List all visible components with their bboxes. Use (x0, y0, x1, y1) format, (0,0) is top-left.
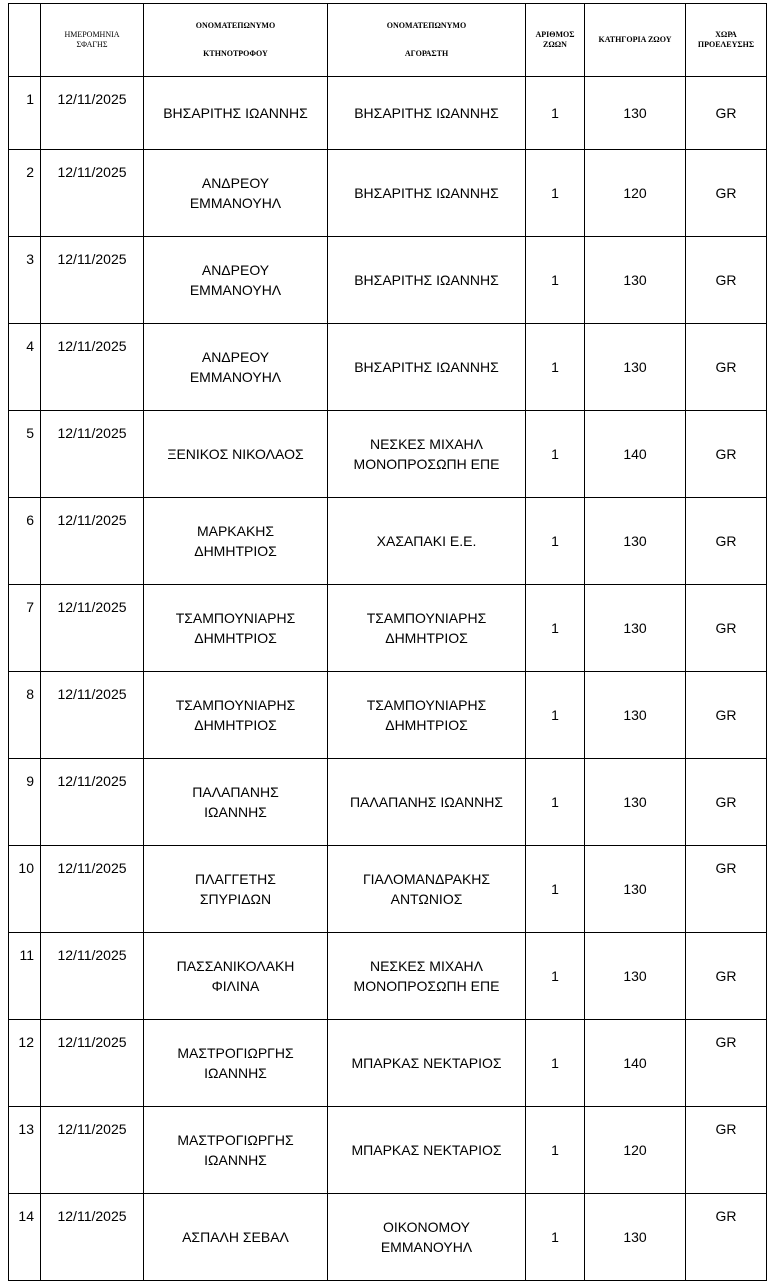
animal-count: 1 (526, 759, 585, 846)
farmer-name: ΠΑΣΣΑΝΙΚΟΛΑΚΗ ΦΙΛΙΝΑ (144, 933, 328, 1020)
country-of-origin: GR (686, 150, 767, 237)
header-count: ΑΡΙΘΜΟΣ ΖΩΩΝ (526, 4, 585, 77)
buyer-name: ΧΑΣΑΠΑΚΙ Ε.Ε. (328, 498, 526, 585)
row-number: 6 (9, 498, 41, 585)
farmer-name: ΞΕΝΙΚΟΣ ΝΙΚΟΛΑΟΣ (144, 411, 328, 498)
animal-category: 130 (585, 1194, 686, 1281)
header-buyer: ΟΝΟΜΑΤΕΠΩΝΥΜΟ ΑΓΟΡΑΣΤΗ (328, 4, 526, 77)
slaughter-date: 12/11/2025 (41, 150, 144, 237)
farmer-name: ΠΛΑΓΓΕΤΗΣ ΣΠΥΡΙΔΩΝ (144, 846, 328, 933)
row-number: 8 (9, 672, 41, 759)
slaughter-date: 12/11/2025 (41, 1107, 144, 1194)
animal-count: 1 (526, 324, 585, 411)
table-row (9, 498, 767, 585)
country-of-origin: GR (686, 1194, 767, 1281)
animal-count: 1 (526, 1020, 585, 1107)
animal-count: 1 (526, 585, 585, 672)
animal-count: 1 (526, 1107, 585, 1194)
country-of-origin: GR (686, 324, 767, 411)
header-date: ΗΜΕΡΟΜΗΝΙΑ ΣΦΑΓΗΣ (41, 4, 144, 77)
animal-category: 130 (585, 759, 686, 846)
table-row (9, 77, 767, 150)
farmer-name: ΑΣΠΑΛΗ ΣΕΒΑΛ (144, 1194, 328, 1281)
farmer-name: ΜΑΣΤΡΟΓΙΩΡΓΗΣ ΙΩΑΝΝΗΣ (144, 1020, 328, 1107)
farmer-name: ΒΗΣΑΡΙΤΗΣ ΙΩΑΝΝΗΣ (144, 77, 328, 150)
buyer-name: ΝΕΣΚΕΣ ΜΙΧΑΗΛ ΜΟΝΟΠΡΟΣΩΠΗ ΕΠΕ (328, 411, 526, 498)
farmer-name: ΜΑΣΤΡΟΓΙΩΡΓΗΣ ΙΩΑΝΝΗΣ (144, 1107, 328, 1194)
slaughter-date: 12/11/2025 (41, 237, 144, 324)
slaughter-table (8, 3, 767, 1281)
farmer-name: ΑΝΔΡΕΟΥ ΕΜΜΑΝΟΥΗΛ (144, 324, 328, 411)
slaughter-date: 12/11/2025 (41, 77, 144, 150)
row-number: 1 (9, 77, 41, 150)
row-number: 4 (9, 324, 41, 411)
table-row (9, 1194, 767, 1281)
animal-category: 130 (585, 672, 686, 759)
animal-count: 1 (526, 77, 585, 150)
slaughter-date: 12/11/2025 (41, 1020, 144, 1107)
buyer-name: ΒΗΣΑΡΙΤΗΣ ΙΩΑΝΝΗΣ (328, 150, 526, 237)
buyer-name: ΜΠΑΡΚΑΣ ΝΕΚΤΑΡΙΟΣ (328, 1107, 526, 1194)
table-row (9, 411, 767, 498)
slaughter-date: 12/11/2025 (41, 585, 144, 672)
country-of-origin: GR (686, 933, 767, 1020)
slaughter-date: 12/11/2025 (41, 324, 144, 411)
table-row (9, 846, 767, 933)
buyer-name: ΓΙΑΛΟΜΑΝΔΡΑΚΗΣ ΑΝΤΩΝΙΟΣ (328, 846, 526, 933)
country-of-origin: GR (686, 1107, 767, 1194)
animal-category: 130 (585, 933, 686, 1020)
country-of-origin: GR (686, 672, 767, 759)
row-number: 11 (9, 933, 41, 1020)
slaughter-date: 12/11/2025 (41, 846, 144, 933)
animal-count: 1 (526, 150, 585, 237)
row-number: 3 (9, 237, 41, 324)
slaughter-date: 12/11/2025 (41, 933, 144, 1020)
header-row (9, 4, 767, 77)
animal-category: 140 (585, 1020, 686, 1107)
animal-category: 130 (585, 237, 686, 324)
animal-category: 130 (585, 498, 686, 585)
slaughter-date: 12/11/2025 (41, 1194, 144, 1281)
animal-category: 140 (585, 411, 686, 498)
buyer-name: ΒΗΣΑΡΙΤΗΣ ΙΩΑΝΝΗΣ (328, 77, 526, 150)
farmer-name: ΑΝΔΡΕΟΥ ΕΜΜΑΝΟΥΗΛ (144, 237, 328, 324)
country-of-origin: GR (686, 411, 767, 498)
country-of-origin: GR (686, 77, 767, 150)
row-number: 5 (9, 411, 41, 498)
animal-count: 1 (526, 1194, 585, 1281)
animal-count: 1 (526, 411, 585, 498)
slaughter-date: 12/11/2025 (41, 411, 144, 498)
table-row (9, 672, 767, 759)
animal-category: 130 (585, 324, 686, 411)
farmer-name: ΤΣΑΜΠΟΥΝΙΑΡΗΣ ΔΗΜΗΤΡΙΟΣ (144, 672, 328, 759)
animal-category: 120 (585, 150, 686, 237)
table-row (9, 1020, 767, 1107)
slaughter-date: 12/11/2025 (41, 759, 144, 846)
buyer-name: ΤΣΑΜΠΟΥΝΙΑΡΗΣ ΔΗΜΗΤΡΙΟΣ (328, 585, 526, 672)
header-category: ΚΑΤΗΓΟΡΙΑ ΖΩΟΥ (585, 4, 686, 77)
animal-category: 130 (585, 585, 686, 672)
farmer-name: ΜΑΡΚΑΚΗΣ ΔΗΜΗΤΡΙΟΣ (144, 498, 328, 585)
buyer-name: ΒΗΣΑΡΙΤΗΣ ΙΩΑΝΝΗΣ (328, 324, 526, 411)
farmer-name: ΑΝΔΡΕΟΥ ΕΜΜΑΝΟΥΗΛ (144, 150, 328, 237)
row-number: 12 (9, 1020, 41, 1107)
farmer-name: ΤΣΑΜΠΟΥΝΙΑΡΗΣ ΔΗΜΗΤΡΙΟΣ (144, 585, 328, 672)
animal-category: 130 (585, 77, 686, 150)
buyer-name: ΜΠΑΡΚΑΣ ΝΕΚΤΑΡΙΟΣ (328, 1020, 526, 1107)
table-row (9, 150, 767, 237)
table-row (9, 324, 767, 411)
table-row (9, 759, 767, 846)
table-row (9, 237, 767, 324)
row-number: 2 (9, 150, 41, 237)
row-number: 14 (9, 1194, 41, 1281)
country-of-origin: GR (686, 237, 767, 324)
buyer-name: ΟΙΚΟΝΟΜΟΥ ΕΜΜΑΝΟΥΗΛ (328, 1194, 526, 1281)
row-number: 13 (9, 1107, 41, 1194)
header-farmer: ΟΝΟΜΑΤΕΠΩΝΥΜΟ ΚΤΗΝΟΤΡΟΦΟΥ (144, 4, 328, 77)
animal-count: 1 (526, 498, 585, 585)
animal-count: 1 (526, 237, 585, 324)
table-row (9, 1107, 767, 1194)
header-country: ΧΩΡΑ ΠΡΟΕΛΕΥΣΗΣ (686, 4, 767, 77)
buyer-name: ΠΑΛΑΠΑΝΗΣ ΙΩΑΝΝΗΣ (328, 759, 526, 846)
slaughter-date: 12/11/2025 (41, 498, 144, 585)
country-of-origin: GR (686, 585, 767, 672)
country-of-origin: GR (686, 1020, 767, 1107)
buyer-name: ΤΣΑΜΠΟΥΝΙΑΡΗΣ ΔΗΜΗΤΡΙΟΣ (328, 672, 526, 759)
table-row (9, 933, 767, 1020)
country-of-origin: GR (686, 846, 767, 933)
row-number: 9 (9, 759, 41, 846)
country-of-origin: GR (686, 498, 767, 585)
buyer-name: ΝΕΣΚΕΣ ΜΙΧΑΗΛ ΜΟΝΟΠΡΟΣΩΠΗ ΕΠΕ (328, 933, 526, 1020)
animal-category: 130 (585, 846, 686, 933)
country-of-origin: GR (686, 759, 767, 846)
animal-category: 120 (585, 1107, 686, 1194)
buyer-name: ΒΗΣΑΡΙΤΗΣ ΙΩΑΝΝΗΣ (328, 237, 526, 324)
farmer-name: ΠΑΛΑΠΑΝΗΣ ΙΩΑΝΝΗΣ (144, 759, 328, 846)
animal-count: 1 (526, 846, 585, 933)
table-row (9, 585, 767, 672)
row-number: 10 (9, 846, 41, 933)
header-index (9, 4, 41, 77)
slaughter-date: 12/11/2025 (41, 672, 144, 759)
animal-count: 1 (526, 672, 585, 759)
animal-count: 1 (526, 933, 585, 1020)
row-number: 7 (9, 585, 41, 672)
